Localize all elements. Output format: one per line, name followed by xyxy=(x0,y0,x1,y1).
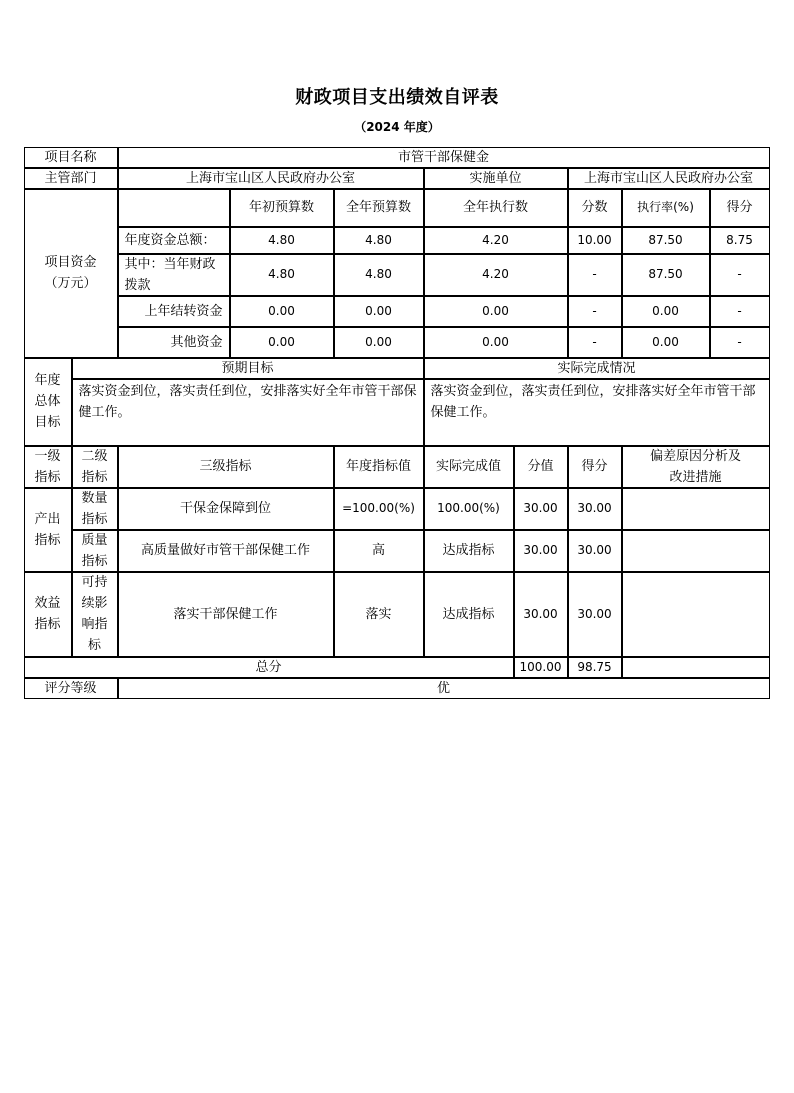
fund-label-text: 项目资金（万元） xyxy=(44,255,97,291)
rating-label: 评分等级 xyxy=(24,678,118,699)
form-title: 财政项目支出绩效自评表 xyxy=(295,87,499,108)
indicator-actual: 达成指标 xyxy=(424,530,514,572)
fund-header-full: 全年预算数 xyxy=(334,189,424,227)
goal-actual-text: 落实资金到位，落实责任到位，安排落实好全年市管干部保健工作。 xyxy=(424,379,770,446)
indicator-level3: 高质量做好市管干部保健工作 xyxy=(118,530,334,572)
fund-header-exec: 全年执行数 xyxy=(424,189,568,227)
header-level2-text: 二级指标 xyxy=(81,448,108,485)
header-level1 xyxy=(24,446,72,488)
fund-row-label: 其他资金 xyxy=(118,327,230,358)
fund-init-value: 4.80 xyxy=(230,254,334,296)
fund-row-label: 年度资金总额： xyxy=(118,227,230,254)
indicator-level2-text: 质量指标 xyxy=(81,532,108,569)
fund-rate-value: 0.00 xyxy=(622,296,710,327)
fund-label xyxy=(24,189,118,358)
fund-header-score: 得分 xyxy=(710,189,770,227)
project-name-label: 项目名称 xyxy=(24,147,118,168)
indicator-level3: 落实干部保健工作 xyxy=(118,572,334,657)
fund-full-value: 0.00 xyxy=(334,296,424,327)
header-deviation xyxy=(622,446,770,488)
indicator-deviation xyxy=(622,530,770,572)
form-year: （2024 年度） xyxy=(354,120,440,134)
fund-rate-value: 87.50 xyxy=(622,254,710,296)
fund-row-label xyxy=(118,254,230,296)
indicator-score: 30.00 xyxy=(568,530,622,572)
fund-exec-value: 4.20 xyxy=(424,254,568,296)
fund-header-score-max: 分数 xyxy=(568,189,622,227)
fund-init-value: 0.00 xyxy=(230,296,334,327)
dept-label: 主管部门 xyxy=(24,168,118,189)
indicator-level2-text: 数量指标 xyxy=(81,490,108,527)
rating-value: 优 xyxy=(118,678,770,699)
fund-header-rate: 执行率(%) xyxy=(622,189,710,227)
fund-row-label-text: 其中：当年财政拨款 xyxy=(124,256,216,293)
fund-full-value: 4.80 xyxy=(334,227,424,254)
fund-score-value: 8.75 xyxy=(710,227,770,254)
total-score-max: 100.00 xyxy=(514,657,568,678)
impl-value: 上海市宝山区人民政府办公室 xyxy=(568,168,770,189)
indicator-deviation xyxy=(622,488,770,530)
fund-score-value: - xyxy=(710,254,770,296)
fund-score-value: - xyxy=(710,296,770,327)
total-blank xyxy=(622,657,770,678)
project-name-value: 市管干部保健金 xyxy=(118,147,770,168)
fund-score-max-value: - xyxy=(568,254,622,296)
fund-rate-value: 0.00 xyxy=(622,327,710,358)
header-score-max: 分值 xyxy=(514,446,568,488)
total-label: 总分 xyxy=(24,657,514,678)
indicator-score: 30.00 xyxy=(568,488,622,530)
indicator-score-max: 30.00 xyxy=(514,530,568,572)
benefit-indicator-label-text: 效益指标 xyxy=(34,596,61,632)
total-score: 98.75 xyxy=(568,657,622,678)
goal-expected-label: 预期目标 xyxy=(72,358,424,379)
fund-header-blank xyxy=(118,189,230,227)
indicator-deviation xyxy=(622,572,770,657)
indicator-score-max: 30.00 xyxy=(514,572,568,657)
indicator-level2 xyxy=(72,572,118,657)
indicator-target: 高 xyxy=(334,530,424,572)
output-indicator-label xyxy=(24,488,72,572)
fund-exec-value: 0.00 xyxy=(424,296,568,327)
indicator-score: 30.00 xyxy=(568,572,622,657)
indicator-actual: 100.00(%) xyxy=(424,488,514,530)
goal-label xyxy=(24,358,72,446)
indicator-level3: 干保金保障到位 xyxy=(118,488,334,530)
fund-score-value: - xyxy=(710,327,770,358)
fund-score-max-value: - xyxy=(568,296,622,327)
indicator-target: =100.00(%) xyxy=(334,488,424,530)
fund-full-value: 0.00 xyxy=(334,327,424,358)
indicator-level2 xyxy=(72,488,118,530)
fund-rate-value: 87.50 xyxy=(622,227,710,254)
output-indicator-label-text: 产出指标 xyxy=(34,511,61,548)
header-level2 xyxy=(72,446,118,488)
fund-exec-value: 0.00 xyxy=(424,327,568,358)
fund-header-init: 年初预算数 xyxy=(230,189,334,227)
header-target: 年度指标值 xyxy=(334,446,424,488)
dept-value: 上海市宝山区人民政府办公室 xyxy=(118,168,424,189)
indicator-target: 落实 xyxy=(334,572,424,657)
indicator-level2-text: 可持续影响指标 xyxy=(81,575,108,653)
header-actual: 实际完成值 xyxy=(424,446,514,488)
fund-full-value: 4.80 xyxy=(334,254,424,296)
indicator-level2 xyxy=(72,530,118,572)
header-level3: 三级指标 xyxy=(118,446,334,488)
fund-exec-value: 4.20 xyxy=(424,227,568,254)
goal-label-text: 年度总体目标 xyxy=(34,373,61,430)
header-score: 得分 xyxy=(568,446,622,488)
fund-init-value: 4.80 xyxy=(230,227,334,254)
fund-row-label: 上年结转资金 xyxy=(118,296,230,327)
header-level1-text: 一级指标 xyxy=(34,448,61,485)
benefit-indicator-label xyxy=(24,572,72,657)
indicator-score-max: 30.00 xyxy=(514,488,568,530)
fund-score-max-value: - xyxy=(568,327,622,358)
impl-label: 实施单位 xyxy=(424,168,568,189)
indicator-actual: 达成指标 xyxy=(424,572,514,657)
fund-score-max-value: 10.00 xyxy=(568,227,622,254)
goal-expected-text: 落实资金到位，落实责任到位，安排落实好全年市管干部保健工作。 xyxy=(72,379,424,446)
header-deviation-text: 偏差原因分析及改进措施 xyxy=(649,448,741,485)
goal-actual-label: 实际完成情况 xyxy=(424,358,770,379)
fund-init-value: 0.00 xyxy=(230,327,334,358)
